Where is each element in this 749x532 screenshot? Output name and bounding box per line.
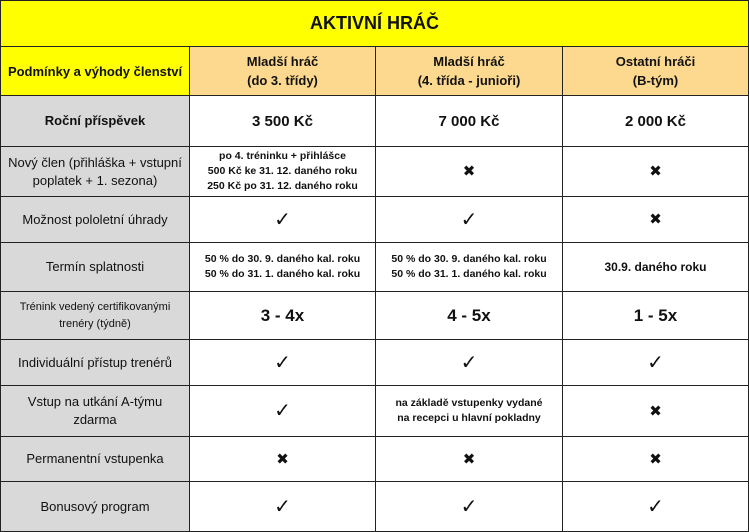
terms-line: 250 Kč po 31. 12. daného roku [207, 180, 358, 192]
training-frequency: 4 - 5x [376, 292, 563, 340]
header-column-younger-4 [376, 47, 563, 96]
checkmark-icon: ✓ [274, 206, 291, 231]
cross-icon: ✖ [649, 162, 662, 180]
checkmark-icon: ✓ [460, 206, 478, 231]
terms-line: na recepci u hlavní pokladny [397, 412, 541, 424]
row-label-line: Trénink vedený certifikovanými [19, 300, 171, 313]
header-column-others [563, 47, 749, 96]
new-member-terms [190, 147, 376, 197]
terms-line: 50 % do 30. 9. daného kal. roku [391, 253, 547, 265]
fee-value: 3 500 Kč [190, 96, 376, 147]
due-terms [376, 243, 563, 292]
row-label: Termín splatnosti [1, 243, 190, 292]
checkmark-icon: ✓ [647, 349, 664, 374]
row-label: Roční příspěvek [1, 96, 190, 147]
table-row [1, 243, 749, 292]
terms-line: na základě vstupenky vydané [395, 397, 543, 409]
fee-value: 7 000 Kč [376, 96, 563, 147]
row-label-line: zdarma [73, 412, 117, 427]
checkmark-icon: ✓ [647, 493, 664, 518]
header-column-title: Ostatní hráči [615, 54, 696, 69]
fee-value: 2 000 Kč [563, 96, 749, 147]
row-label: Možnost pololetní úhrady [1, 197, 190, 243]
header-column-subtitle: (4. třída - junioři) [417, 73, 521, 88]
table-row [1, 197, 749, 243]
row-label-line: Nový člen (přihláška + vstupní [8, 154, 182, 170]
row-label-line: Vstup na utkání A-týmu [27, 394, 163, 409]
row-label [1, 147, 190, 197]
terms-line: po 4. tréninku + přihlášce [219, 150, 346, 162]
cross-icon: ✖ [462, 449, 476, 468]
header-column-title: Mladší hráč [433, 54, 505, 69]
checkmark-icon: ✓ [274, 493, 291, 518]
row-label-line: poplatek + 1. sezona) [32, 172, 158, 188]
training-frequency: 3 - 4x [190, 292, 376, 340]
checkmark-icon: ✓ [460, 349, 478, 374]
header-conditions: Podmínky a výhody členství [1, 47, 190, 96]
checkmark-icon: ✓ [274, 398, 291, 422]
terms-line: 500 Kč ke 31. 12. daného roku [207, 165, 358, 177]
row-label: Individuální přístup trenérů [1, 340, 190, 386]
row-label-line: trenéry (týdně) [59, 317, 131, 330]
a-team-terms [376, 386, 563, 437]
row-label: Permanentní vstupenka [1, 437, 190, 482]
checkmark-icon: ✓ [274, 349, 291, 374]
header-column-title: Mladší hráč [246, 54, 319, 69]
terms-line: 50 % do 31. 1. daného kal. roku [204, 268, 361, 280]
row-label: Bonusový program [1, 482, 190, 532]
header-column-subtitle: (do 3. třídy) [247, 73, 318, 88]
due-terms [190, 243, 376, 292]
table-row [1, 437, 749, 482]
due-date: 30.9. daného roku [563, 243, 749, 292]
row-label [1, 386, 190, 437]
training-frequency: 1 - 5x [563, 292, 749, 340]
header-column-subtitle: (B-tým) [632, 73, 679, 88]
table-row [1, 147, 749, 197]
table-row [1, 292, 749, 340]
table-row [1, 96, 749, 147]
table-title: AKTIVNÍ HRÁČ [1, 1, 749, 47]
table-row [1, 386, 749, 437]
cross-icon: ✖ [462, 162, 476, 180]
row-label [1, 292, 190, 340]
table-row [1, 340, 749, 386]
cross-icon: ✖ [649, 210, 662, 228]
terms-line: 50 % do 31. 1. daného kal. roku [391, 268, 547, 280]
terms-line: 50 % do 30. 9. daného kal. roku [204, 253, 361, 265]
cross-icon: ✖ [276, 449, 289, 468]
cross-icon: ✖ [649, 401, 662, 420]
cross-icon: ✖ [649, 449, 662, 468]
header-column-younger-3 [190, 47, 376, 96]
checkmark-icon: ✓ [460, 493, 478, 518]
table-row [1, 482, 749, 532]
